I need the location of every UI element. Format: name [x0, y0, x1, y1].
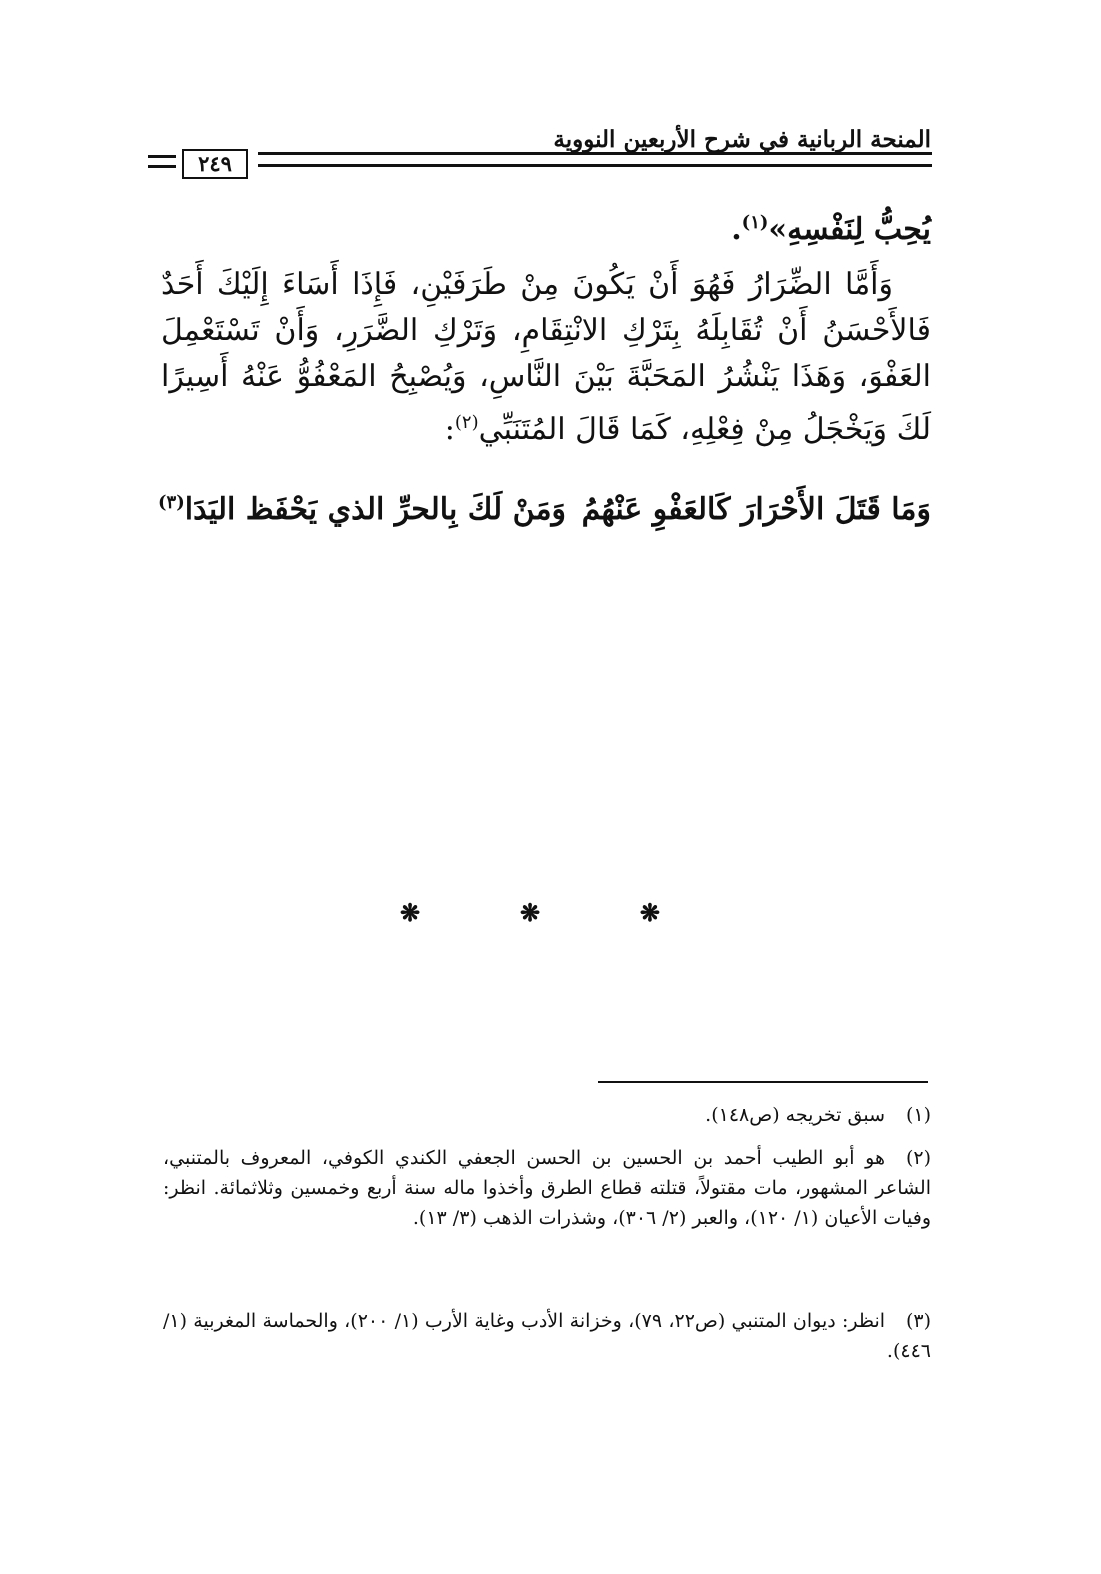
section-separator	[400, 898, 660, 927]
asterisk-icon: ❋	[400, 898, 421, 927]
paragraph-reciprocal-harm: وَأَمَّا الضِّرَارُ فَهُوَ أَنْ يَكُونَ مِنْ طَرَفَيْنِ، فَإِذَا أَسَاءَ إِلَيْكَ أَحَدٌ فَالأَحْسَنُ أَنْ تُقَابِلَهُ بِتَرْكِ الانْتِقَامِ، وَتَرْكِ الضَّرَرِ، وَأَنْ تَسْتَعْمِلَ العَفْوَ، وَهَذَا يَنْشُرُ المَحَبَّةَ بَيْنَ النَّاسِ، وَيُصْبِحُ المَعْفُوُّ عَنْهُ أَسِيرًا لَكَ وَيَخْجَلُ مِنْ فِعْلِهِ، كَمَا قَالَ المُتَنَبِّي$^{(٢)}$:	[161, 267, 931, 447]
footnote-2: (٢)هو أبو الطيب أحمد بن الحسين بن الحسن الجعفي الكندي الكوفي، المعروف بالمتنبي، الشاعر المشهور، مات مقتولاً، قتلته قطاع الطرق وأخذوا ماله سنة أربع وخمسين وثلاثمائة. انظر: وفيات الأعيان (١/ ١٢٠)، والعبر (٢/ ٣٠٦)، وشذرات الذهب (٣/ ١٣).	[163, 1143, 931, 1233]
continuation-line: يُحِبُّ لِنَفْسِهِ»$^{(١)}$.	[731, 212, 931, 247]
verse-hemistich-second: وَمَنْ لَكَ بِالحرِّ الذي يَحْفَظ اليَدَا$^{(٣)}$	[158, 492, 567, 527]
asterisk-icon: ❋	[519, 898, 541, 927]
footnote-rule	[598, 1081, 928, 1083]
asterisk-icon: ❋	[639, 898, 660, 927]
page-number: ٢٤٩	[182, 149, 248, 179]
header-rule	[258, 152, 932, 155]
footnote-number: (٣)	[905, 1310, 932, 1332]
footnote-1: (١)سبق تخريجه (ص١٤٨).	[163, 1100, 931, 1130]
verse-hemistich-first: وَمَا قَتَلَ الأَحْرَارَ كَالعَفْوِ عَنْهُمُ	[581, 492, 931, 527]
footnote-3: (٣)انظر: ديوان المتنبي (ص٢٢، ٧٩)، وخزانة الأدب وغاية الأرب (١/ ٢٠٠)، والحماسة المغربية (١/ ٤٤٦).	[163, 1306, 931, 1366]
header-rule	[258, 164, 932, 167]
header-rule-short	[148, 155, 176, 158]
footnote-number: (١)	[905, 1104, 931, 1126]
header-rule-short	[148, 165, 176, 168]
footnote-number: (٢)	[905, 1147, 931, 1169]
running-header-title: المنحة الربانية في شرح الأربعين النووية	[553, 126, 931, 153]
